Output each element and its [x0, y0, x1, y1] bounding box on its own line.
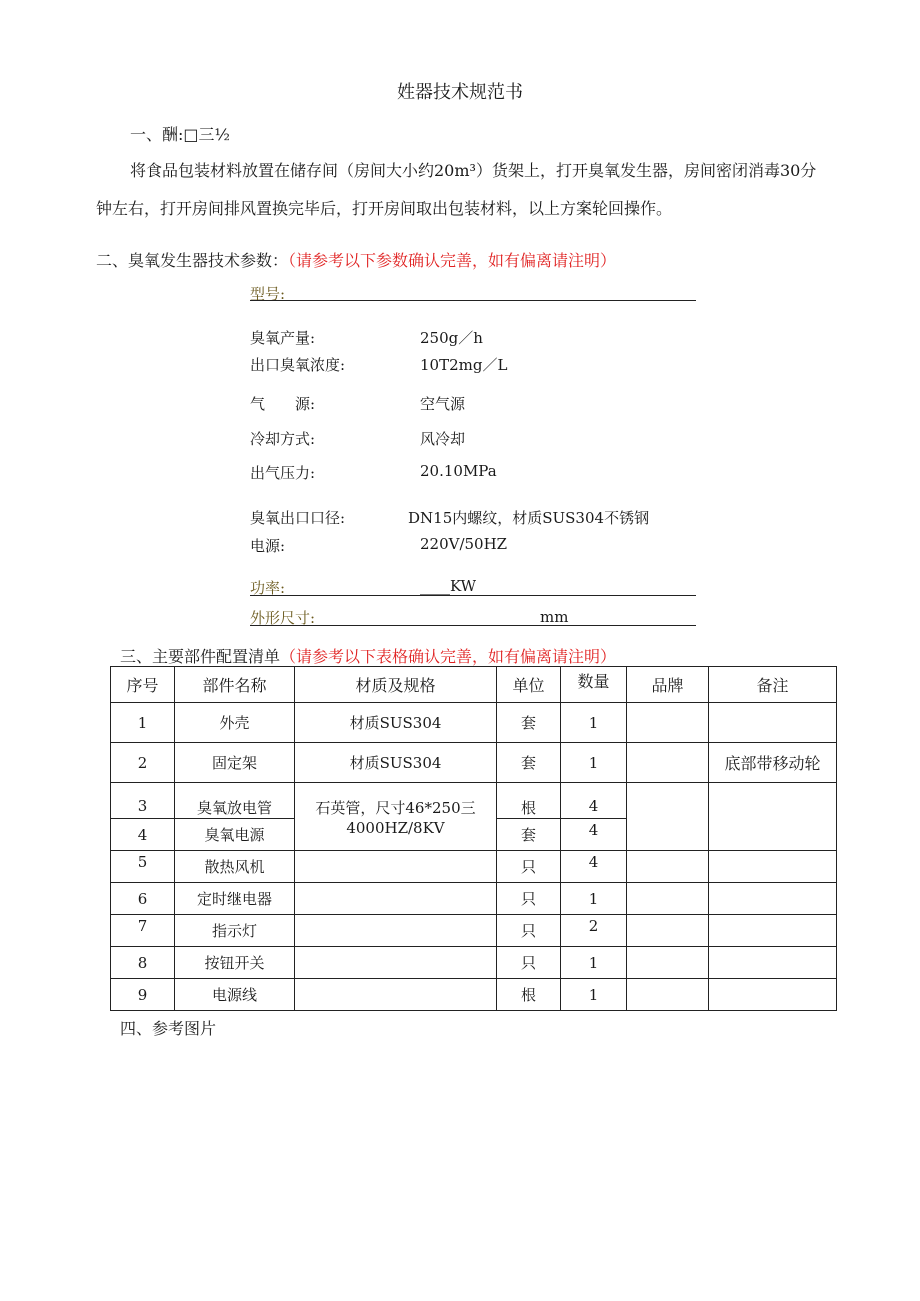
cell-unit: 只 [497, 851, 561, 883]
param-label-power-supply: 电源: [250, 537, 286, 555]
cell-remark [709, 703, 837, 743]
cell-remark [709, 783, 837, 851]
cell-brand [627, 883, 709, 915]
cell-unit: 套 [497, 743, 561, 783]
cell-brand [627, 783, 709, 819]
cell-unit: 根 [497, 979, 561, 1011]
col-header-brand: 品牌 [627, 667, 709, 703]
param-label-ozone-output: 臭氧产量: [250, 329, 316, 347]
col-header-spec: 材质及规格 [295, 667, 497, 703]
param-value-power-supply: 220V/50HZ [420, 535, 508, 553]
power-label: 功率: [250, 579, 286, 597]
cell-remark [709, 947, 837, 979]
cell-spec [295, 947, 497, 979]
cell-unit: 只 [497, 915, 561, 947]
cell-spec: 4000HZ/8KV [295, 819, 497, 851]
model-underline [250, 300, 696, 301]
cell-qty: 4 [561, 851, 627, 883]
cell-name: 臭氧放电管 [175, 783, 295, 819]
cell-remark [709, 979, 837, 1011]
size-underline [250, 625, 696, 626]
cell-qty: 4 [561, 819, 627, 851]
section1-paragraph-line2: 钟左右，打开房间排风置换完毕后，打开房间取出包装材料，以上方案轮回操作。 [96, 199, 673, 218]
section2-heading-wrap [96, 248, 616, 271]
param-value-pressure: 20.10MPa [420, 462, 497, 480]
param-label-cooling: 冷却方式: [250, 430, 316, 448]
table-row [111, 851, 837, 883]
cell-remark [709, 883, 837, 915]
cell-spec [295, 883, 497, 915]
param-value-cooling: 风冷却 [420, 430, 466, 448]
cell-name: 臭氧电源 [175, 819, 295, 851]
cell-brand [627, 819, 709, 851]
cell-no: 2 [111, 743, 175, 783]
param-label-outlet-diameter: 臭氧出口口径: [250, 509, 346, 527]
cell-spec [295, 979, 497, 1011]
table-row [111, 883, 837, 915]
cell-qty: 2 [561, 915, 627, 947]
cell-spec: 材质SUS304 [295, 703, 497, 743]
cell-qty: 1 [561, 743, 627, 783]
cell-no: 4 [111, 819, 175, 851]
cell-name: 外壳 [175, 703, 295, 743]
section1-paragraph-line1: 将食品包装材料放置在储存间（房间大小约20m³）货架上，打开臭氧发生器，房间密闭消毒30分 [130, 161, 817, 180]
parts-table [110, 666, 837, 1011]
cell-remark [709, 851, 837, 883]
cell-unit: 套 [497, 703, 561, 743]
cell-brand [627, 703, 709, 743]
table-row [111, 915, 837, 947]
cell-spec [295, 851, 497, 883]
section1-heading: 一、酬:□三½ [130, 125, 231, 144]
cell-no: 8 [111, 947, 175, 979]
cell-remark [709, 915, 837, 947]
col-header-unit: 单位 [497, 667, 561, 703]
cell-brand [627, 915, 709, 947]
cell-no: 7 [111, 915, 175, 947]
col-header-remark: 备注 [709, 667, 837, 703]
cell-brand [627, 743, 709, 783]
cell-brand [627, 947, 709, 979]
table-header-row [111, 667, 837, 703]
cell-spec: 石英管，尺寸46*250三 [295, 783, 497, 819]
power-underline [250, 595, 696, 596]
cell-no: 6 [111, 883, 175, 915]
cell-unit: 套 [497, 819, 561, 851]
cell-name: 指示灯 [175, 915, 295, 947]
section4-heading: 四、参考图片 [120, 1019, 217, 1038]
cell-spec: 材质SUS304 [295, 743, 497, 783]
cell-spec [295, 915, 497, 947]
section3-heading-wrap [120, 644, 616, 667]
param-value-gas-source: 空气源 [420, 395, 466, 413]
table-row [111, 703, 837, 743]
cell-qty: 1 [561, 703, 627, 743]
cell-qty: 4 [561, 783, 627, 819]
section2-heading: 二、臭氧发生器技术参数： [96, 251, 289, 270]
table-row [111, 743, 837, 783]
document-title: 姓器技术规范书 [397, 82, 523, 103]
cell-name: 电源线 [175, 979, 295, 1011]
param-label-outlet-concentration: 出口臭氧浓度: [250, 356, 346, 374]
cell-brand [627, 979, 709, 1011]
cell-no: 3 [111, 783, 175, 819]
size-value: mm [540, 608, 569, 626]
cell-no: 1 [111, 703, 175, 743]
cell-unit: 根 [497, 783, 561, 819]
cell-qty: 1 [561, 979, 627, 1011]
cell-unit: 只 [497, 947, 561, 979]
cell-qty: 1 [561, 947, 627, 979]
cell-remark: 底部带移动轮 [709, 743, 837, 783]
param-value-outlet-diameter: DN15内螺纹，材质SUS304不锈钢 [408, 509, 650, 527]
param-label-gas-source: 气 源: [250, 395, 316, 413]
col-header-qty: 数量 [561, 667, 627, 703]
cell-no: 9 [111, 979, 175, 1011]
power-value: ____KW [420, 577, 477, 595]
col-header-no: 序号 [111, 667, 175, 703]
param-value-outlet-concentration: 10T2mg／L [420, 356, 508, 374]
table-row [111, 979, 837, 1011]
cell-unit: 只 [497, 883, 561, 915]
col-header-name: 部件名称 [175, 667, 295, 703]
param-value-ozone-output: 250g／h [420, 329, 483, 347]
cell-brand [627, 851, 709, 883]
cell-qty: 1 [561, 883, 627, 915]
section3-note: （请参考以下表格确认完善，如有偏离请注明） [280, 647, 617, 666]
cell-no: 5 [111, 851, 175, 883]
param-label-pressure: 出气压力: [250, 464, 316, 482]
cell-name: 定时继电器 [175, 883, 295, 915]
section2-note: （请参考以下参数确认完善，如有偏离请注明） [288, 251, 617, 270]
cell-name: 按钮开关 [175, 947, 295, 979]
table-row [111, 947, 837, 979]
section3-heading: 三、主要部件配置清单 [120, 647, 281, 666]
table-row [111, 783, 837, 819]
cell-name: 散热风机 [175, 851, 295, 883]
model-label: 型号: [250, 285, 286, 303]
cell-name: 固定架 [175, 743, 295, 783]
size-label: 外形尺寸: [250, 609, 316, 627]
